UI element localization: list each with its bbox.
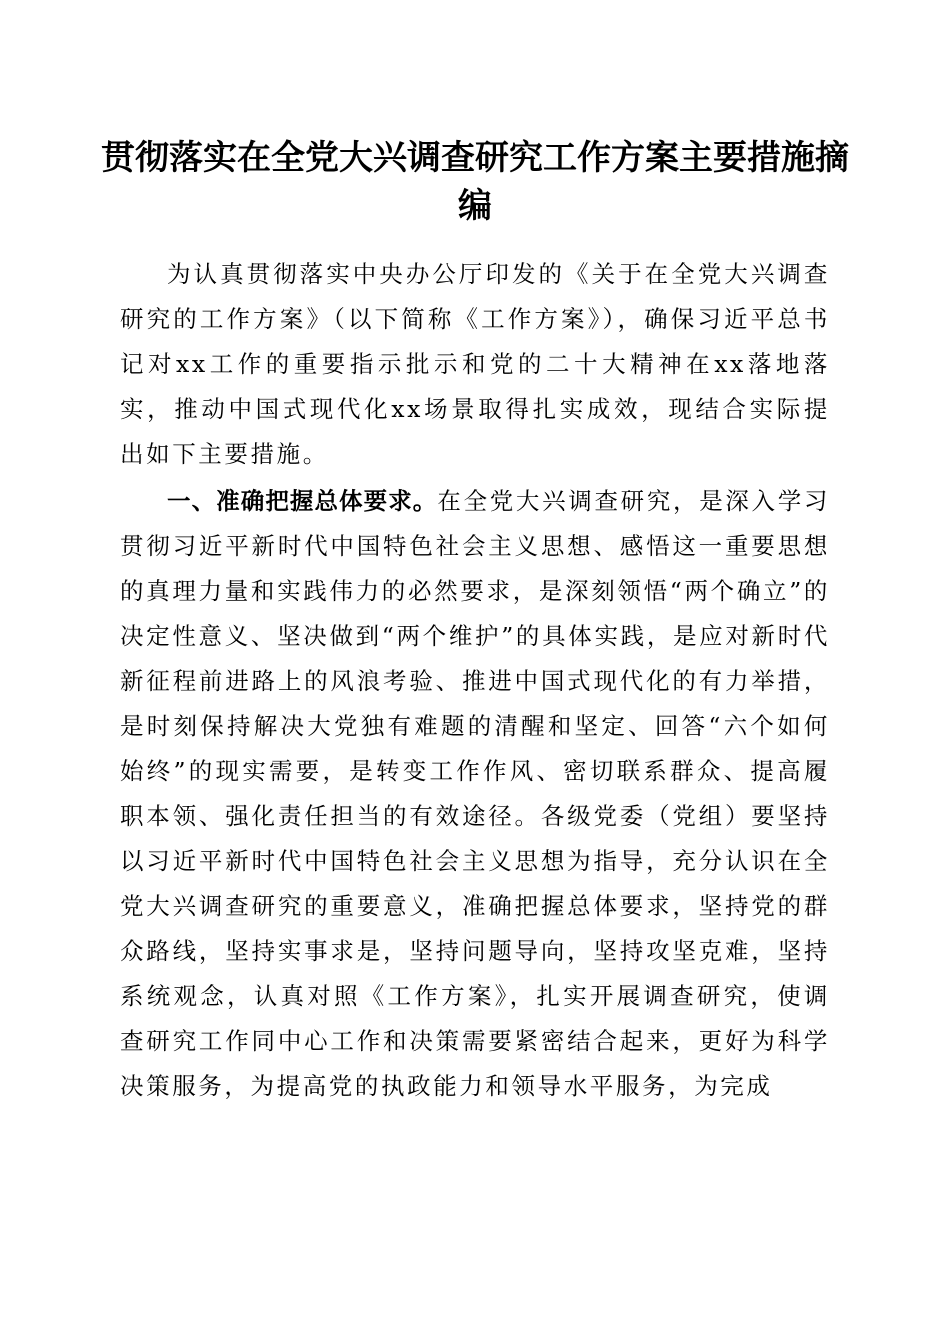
document-title: 贯彻落实在全党大兴调查研究工作方案主要措施摘编 bbox=[101, 138, 849, 226]
section-1-text: 在全党大兴调查研究，是深入学习贯彻习近平新时代中国特色社会主义思想、感悟这一重要思想的真理力量和实践伟力的必然要求，是深刻领悟“两个确立”的决定性意义、坚决做到“两个维护”的具体实践，是应对新时代新征程前进路上的风浪考验、推进中国式现代化的有力举措，是时刻保持解决大党独有难题的清醒和坚定、回答“六个如何始终”的现实需要，是转变工作作风、密切联系群众、提高履职本领、强化责任担当的有效途径。各级党委（党组）要坚持以习近平新时代中国特色社会主义思想为指导，充分认识在全党大兴调查研究的重要意义，准确把握总体要求，坚持党的群众路线，坚持实事求是，坚持问题导向，坚持攻坚克难，坚持系统观念，认真对照《工作方案》，扎实开展调查研究，使调查研究工作同中心工作和决策需要紧密结合起来，更好为科学决策服务，为提高党的执政能力和领导水平服务，为完成 bbox=[120, 487, 831, 1100]
intro-paragraph: 为认真贯彻落实中央办公厅印发的《关于在全党大兴调查研究的工作方案》（以下简称《工作方案》），确保习近平总书记对xx工作的重要指示批示和党的二十大精神在xx落地落实，推动中国式现代化xx场景取得扎实成效，现结合实际提出如下主要措施。 bbox=[120, 260, 830, 468]
section-1-heading: 一、准确把握总体要求。 bbox=[167, 487, 438, 515]
document-body bbox=[120, 252, 830, 1109]
section-1-paragraph bbox=[120, 479, 830, 1109]
